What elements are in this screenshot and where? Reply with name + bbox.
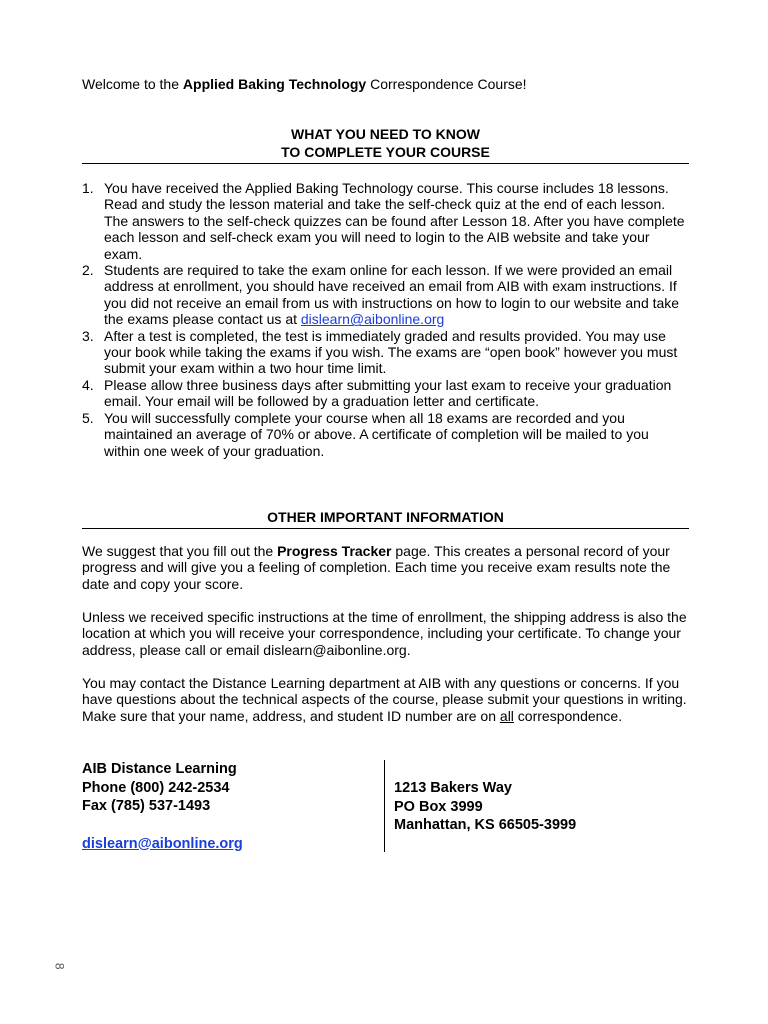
progress-tracker-term: Progress Tracker — [277, 543, 392, 559]
address-line2: PO Box 3999 — [394, 798, 483, 815]
contact-paragraph — [82, 675, 688, 724]
list-item — [82, 262, 688, 328]
instructions-list — [82, 180, 688, 459]
contact-fax: Fax (785) 537-1493 — [82, 798, 211, 814]
progress-tracker-paragraph — [82, 543, 688, 592]
address-line3: Manhattan, KS 66505-3999 — [394, 817, 577, 833]
list-item-number: 1. — [82, 180, 94, 196]
contact-email-link[interactable]: dislearn@aibonline.org — [82, 835, 243, 852]
p3-prefix: You may contact the Distance Learning department at AIB with any questions or concerns. If you have questions about the technical aspects of the course, please submit your questions in writing. Make sure that your name, address, and student ID number are on — [82, 675, 687, 724]
welcome-line — [82, 76, 527, 92]
p3-suffix: correspondence. — [513, 707, 623, 724]
contact-name: AIB Distance Learning — [82, 761, 237, 777]
list-item-number: 5. — [82, 409, 94, 426]
shipping-address-paragraph: Unless we received specific instructions at the time of enrollment, the shipping address is also the location at which you will receive your correspondence, including your certificate. To change your address, please call or email dislearn@aibonline.org. — [82, 609, 687, 658]
underlined-all: all — [499, 707, 514, 724]
contact-block — [82, 760, 243, 853]
section1-heading-line2: TO COMPLETE YOUR COURSE — [281, 144, 490, 160]
list-item-number: 4. — [82, 376, 94, 393]
list-item — [82, 377, 688, 410]
section2-divider — [82, 528, 689, 529]
list-item-text: Please allow three business days after submitting your last exam to receive your graduation email. Your email will be followed by a graduation letter and certificate. — [104, 376, 672, 410]
list-item-text: You have received the Applied Baking Technology course. This course includes 18 lessons. Read and study the lesson material and take the self-check quiz at the end of each lesson. The answers to the self-check quizzes can be found after Lesson 18. After you have complete each lesson and self-check exam you will need to login to the AIB website and take your exam. — [104, 180, 685, 262]
contact-divider — [384, 760, 385, 852]
list-item — [82, 410, 688, 459]
p1-suffix: page. This creates a personal record of your progress and will give you a feeling of completion. Each time you receive exam results note the date and copy your score. — [82, 543, 671, 592]
list-item-number: 2. — [82, 262, 94, 279]
page-number: 8 — [52, 962, 67, 970]
list-item-text: After a test is completed, the test is immediately graded and results provided. You may use your book while taking the exams if you wish. The exams are “open book” however you must submit your exam within a two hour time limit. — [104, 327, 678, 377]
section1-divider — [82, 163, 689, 164]
list-item-text: You will successfully complete your course when all 18 exams are recorded and you maintained an average of 70% or above. A certificate of completion will be mailed to you within one week of your graduation. — [104, 409, 649, 459]
list-item-text: Students are required to take the exam online for each lesson. If we were provided an email address at enrollment, you should have received an email from AIB with exam instructions. If you did not receive an email from us with instructions on how to login to our website and take the exams please contact us at — [104, 262, 680, 328]
contact-phone: Phone (800) 242-2534 — [82, 779, 230, 796]
p1-prefix: We suggest that you fill out the — [82, 543, 278, 559]
welcome-suffix: Correspondence Course! — [366, 76, 527, 92]
section1-heading-line1: WHAT YOU NEED TO KNOW — [291, 126, 480, 142]
address-block — [394, 779, 576, 835]
address-line1: 1213 Bakers Way — [394, 780, 512, 796]
email-link[interactable]: dislearn@aibonline.org — [300, 311, 445, 328]
section2-heading: OTHER IMPORTANT INFORMATION — [267, 509, 504, 525]
list-item — [82, 180, 688, 262]
welcome-prefix: Welcome to the — [82, 76, 183, 92]
course-name: Applied Baking Technology — [182, 76, 367, 92]
list-item-number: 3. — [82, 327, 94, 344]
list-item — [82, 328, 688, 377]
